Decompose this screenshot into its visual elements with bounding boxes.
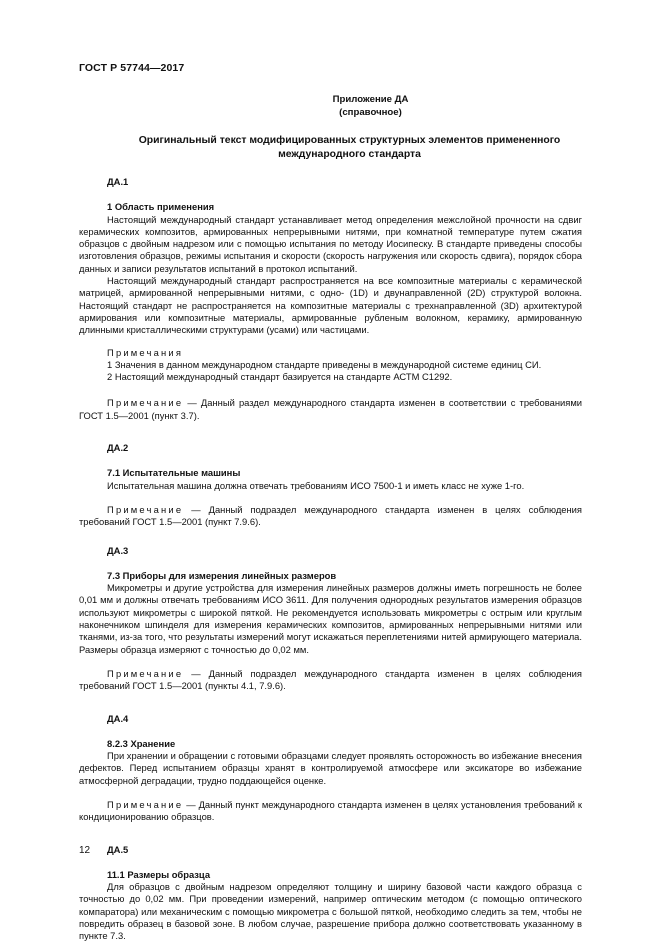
paragraph: При хранении и обращении с готовыми образцами следует проявлять осторожность во избежание внесения дефектов. Перед испытанием образцы хранят в контролируемой атмосфере или эксикаторе во избежание атмосферной деградации, трудно поддающейся оценке.	[79, 750, 582, 786]
paragraph: Микрометры и другие устройства для измерения линейных размеров должны иметь погрешность не более 0,01 мм и должны отвечать требованиям ИСО 3611. Для получения однородных результатов измерения образцов используют микрометры с широкой пяткой. Не рекомендуется использовать микрометры с острым или круглым наконечником шпинделя для измерения керамических композитов, армированных непрерывными нитями или тканями, из-за того, что результаты измерений могут искажаться переплетениями нитей армирующего материала. Размеры образца измеряют с точностью до 0,02 мм.	[79, 582, 582, 655]
remark-text: — Данный подраздел международного стандарта изменен в целях соблюдения требований ГОСТ 1.5—2001 (пункты 4.1, 7.9.6).	[79, 667, 582, 692]
section-id: ДА.3	[107, 544, 129, 556]
section-id: ДА.1	[107, 176, 129, 187]
section-da4	[79, 713, 582, 824]
paragraph: Для образцов с двойным надрезом определяют толщину и ширину базовой части каждого образца с точностью до 0,02 мм. При проведении измерений, например оптическим методом (с помощью оптического компаратора) или механическим с помощью микрометра с большой пяткой, необходимо следить за тем, чтобы не повредить образец в базовой зоне. В любом случае, разрешение прибора должно соответствовать указанному в пункте 7.3.	[79, 881, 582, 942]
section-subtitle: 7.3 Приборы для измерения линейных размеров	[107, 569, 337, 581]
note-item: 2 Настоящий международный стандарт базируется на стандарте АСТМ С1292.	[107, 371, 453, 383]
remark	[79, 799, 582, 824]
remark	[79, 504, 582, 529]
remark-label: Примечание	[107, 503, 184, 515]
paragraph: Настоящий международный стандарт устанавливает метод определения межслойной прочности на сдвиг керамических композитов, армированных непрерывными нитями, при комнатной температуре путем сжатия образцов с двойным надрезом или с помощью испытания по методу Иосипеску. В стандарте приведены способы изготовления образцов, режимы испытания и скорости (скорость нагружения или скорость сдвига), порядок сбора данных и записи результатов испытаний в протокол испытаний.	[79, 213, 582, 274]
note-item: 1 Значения в данном международном стандарте приведены в международной системе единиц СИ.	[107, 358, 542, 370]
remark-label: Примечание	[107, 667, 184, 679]
appendix-heading	[0, 93, 661, 119]
section-subtitle: 11.1 Размеры образца	[107, 868, 211, 880]
section-subtitle: 1 Область применения	[107, 201, 215, 213]
remark-label: Примечание	[107, 798, 184, 810]
section-id: ДА.5	[107, 843, 129, 855]
appendix-title: Приложение ДА	[332, 94, 409, 105]
section-da1	[79, 176, 582, 422]
remark-text: — Данный пункт международного стандарта изменен в целях установления требований к кондиционированию образцов.	[79, 798, 582, 823]
section-subtitle: 7.1 Испытательные машины	[107, 467, 241, 479]
section-subtitle: 8.2.3 Хранение	[107, 737, 176, 749]
paragraph: Настоящий международный стандарт распространяется на все композитные материалы с керамической матрицей, армированной непрерывными нитями, с одно- (1D) и двунаправленной (2D) структурой волокна. Настоящий стандарт не распространяется на композитные материалы с трехнаправленной (3D) архитектурой армирования или композитные материалы, армированные рубленым волокном, керамику, армированную длинными кристаллическими структурами (усами) или частицами.	[79, 275, 582, 336]
section-da5	[79, 844, 582, 943]
notes-heading: Примечания	[107, 346, 184, 358]
section-da3	[79, 545, 582, 693]
remark-text: — Данный подраздел международного стандарта изменен в целях соблюдения требований ГОСТ 1.5—2001 (пункт 7.9.6).	[79, 503, 582, 528]
remark-label: Примечание	[107, 397, 184, 409]
document-code: ГОСТ Р 57744—2017	[79, 62, 185, 74]
remark	[79, 668, 582, 693]
appendix-subtitle: (справочное)	[339, 107, 402, 118]
remark-text: — Данный раздел международного стандарта изменен в соответствии с требованиями ГОСТ 1.5—2001 (пункт 3.7).	[79, 397, 582, 421]
document-body	[79, 176, 582, 943]
main-title: Оригинальный текст модифицированных структурных элементов примененного международного стандарта	[138, 135, 561, 160]
section-id: ДА.2	[107, 442, 129, 454]
paragraph: Испытательная машина должна отвечать требованиям ИСО 7500-1 и иметь класс не хуже 1-го.	[107, 479, 525, 491]
section-da2	[79, 442, 582, 528]
section-id: ДА.4	[107, 712, 129, 724]
page-number: 12	[79, 845, 91, 856]
remark	[79, 397, 582, 422]
